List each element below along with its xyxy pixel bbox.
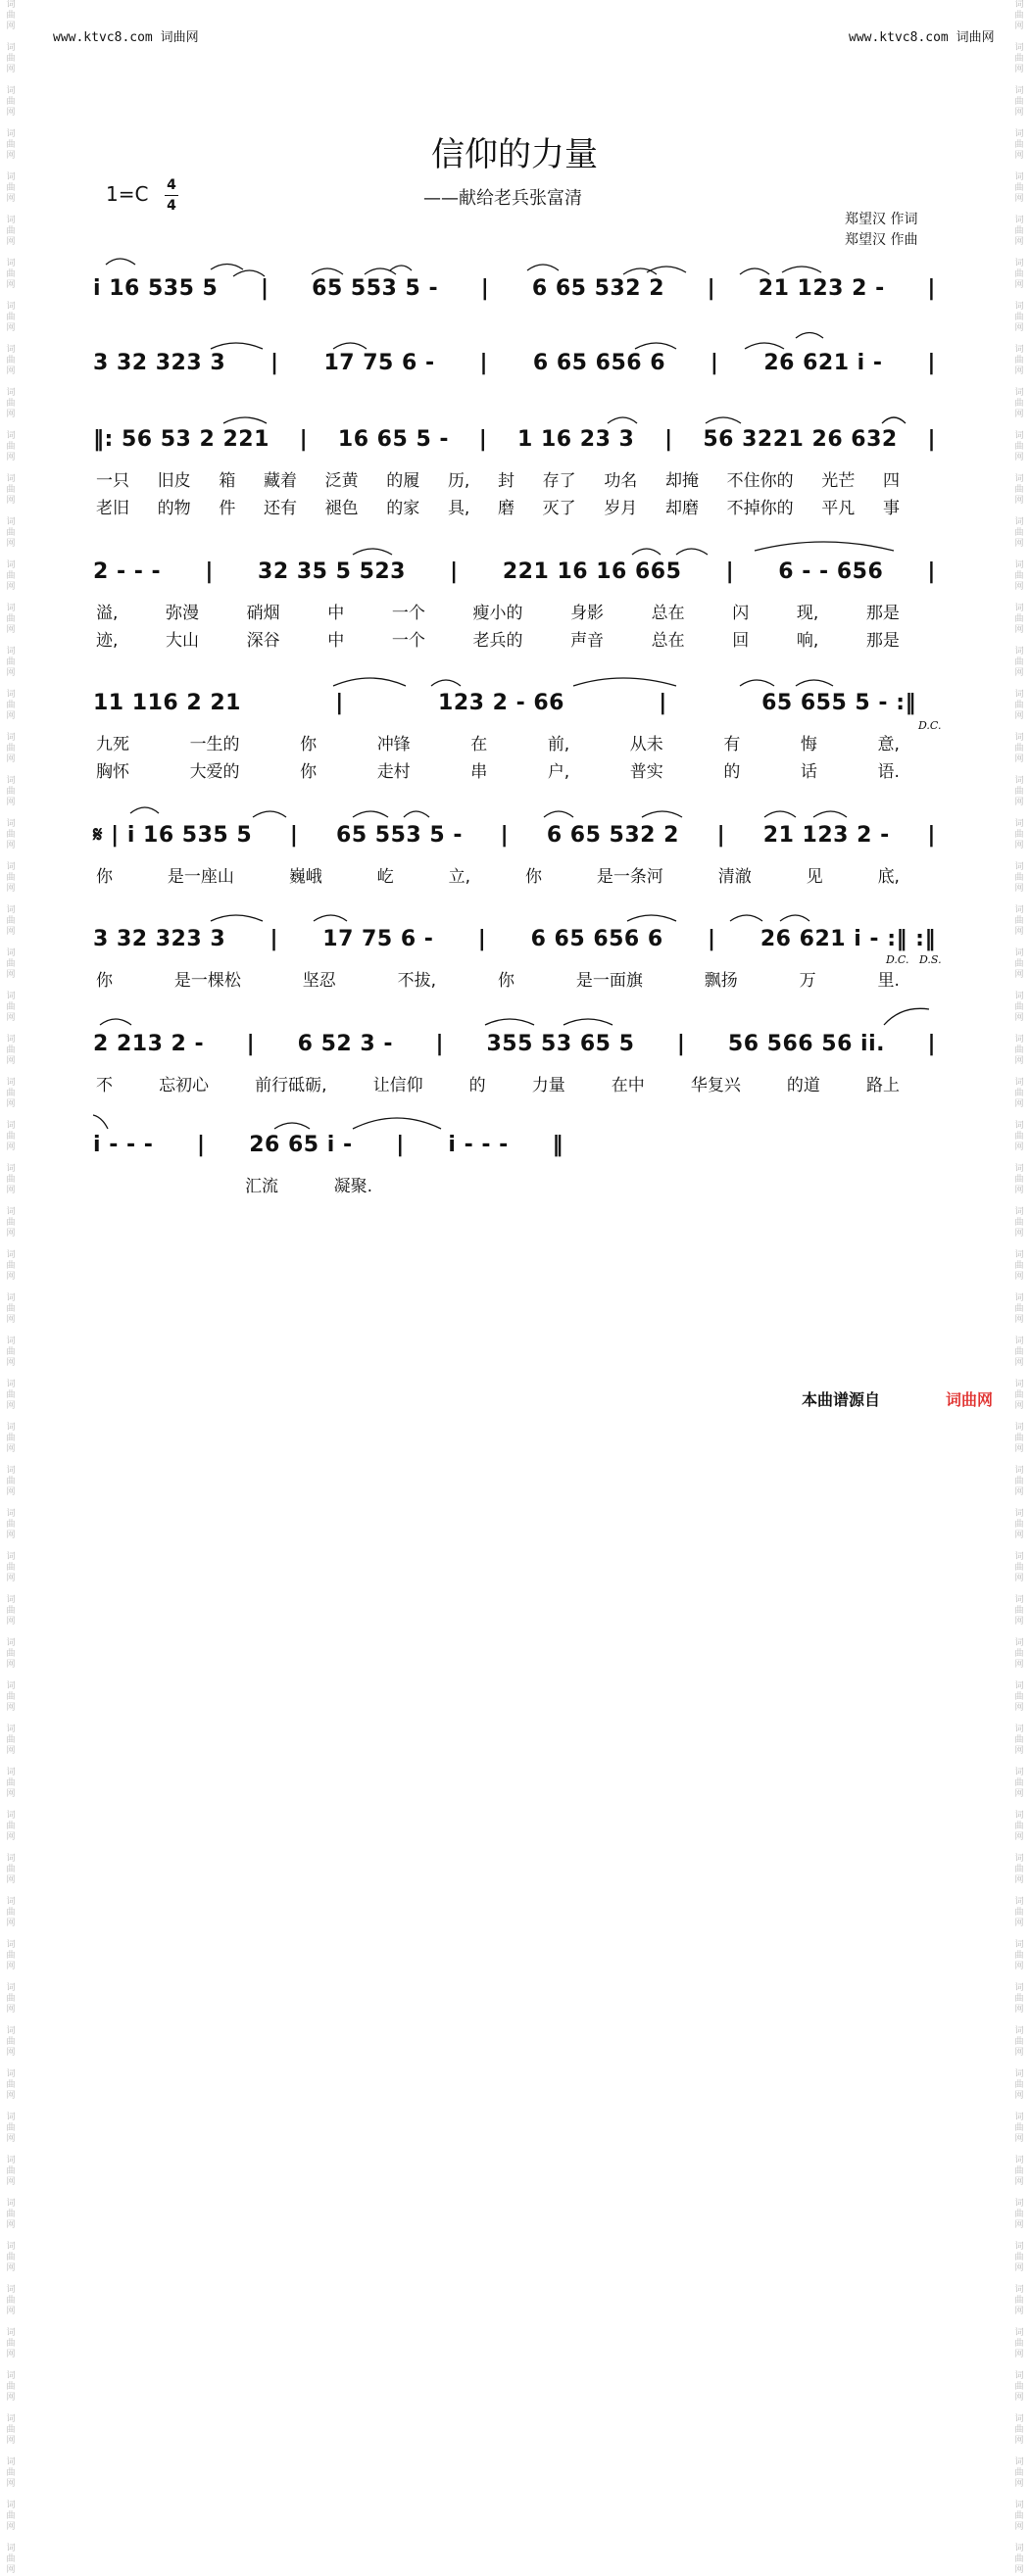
lyric-word: 的物 (157, 499, 191, 518)
measure: 3 32 323 3 (93, 350, 226, 375)
lyric-word: 话 (800, 762, 817, 782)
lyric-word: 迹, (96, 631, 119, 651)
barline: | (707, 275, 716, 301)
lyric-word: 户, (547, 762, 570, 782)
lyric-word: 中 (327, 604, 345, 623)
lyric-word: 悔 (800, 735, 817, 754)
lyric-word: 你 (300, 735, 318, 754)
measure: 2 - - - (93, 559, 162, 584)
lyric-word: 身影 (570, 604, 605, 623)
lyric-word: 光芒 (821, 471, 856, 491)
lyric-word: 前行砥砺, (255, 1076, 327, 1095)
measure: 21 123 2 - (758, 275, 885, 301)
measure: 6 65 532 2 (546, 822, 679, 848)
lyric-word: 一只 (96, 471, 129, 491)
lyric-word: 语. (877, 762, 900, 782)
lyric-word: 力量 (531, 1076, 565, 1095)
lyric-word: 在中 (611, 1076, 645, 1095)
lyric-word: 磨 (498, 499, 514, 518)
measure: 2 213 2 - (93, 1031, 205, 1056)
lyric-word: 泛黄 (324, 471, 359, 491)
lyric-word: 意, (877, 735, 900, 754)
lyric-word: 串 (470, 762, 488, 782)
lyric-word: 总在 (651, 604, 685, 623)
measure: 16 65 5 - (337, 426, 450, 452)
barline: | (260, 275, 270, 301)
lyric-word: 箱 (219, 471, 236, 491)
lyric-word: 功名 (604, 471, 638, 491)
measure: 6 65 656 6 (530, 926, 663, 951)
lyric-word: 底, (877, 867, 900, 887)
measure: i 16 535 5 (93, 275, 219, 301)
time-signature-top: 4 (167, 177, 176, 193)
measure: 6 - - 656 (778, 559, 884, 584)
measure: 𝄋 | i 16 535 5 (93, 822, 253, 848)
barline: | (927, 822, 936, 848)
lyric-word: 的履 (386, 471, 420, 491)
barline: | (716, 822, 726, 848)
lyric-word: 老旧 (96, 499, 129, 518)
measure: 3 32 323 3 (93, 926, 226, 951)
lyric-word: 巍峨 (288, 867, 322, 887)
lyric-word: 中 (327, 631, 345, 651)
measure: 26 621 i - :‖ :‖ (760, 926, 936, 951)
lyric-word: 具, (447, 499, 470, 518)
lyric-word: 胸怀 (96, 762, 129, 782)
lyric-word: 瘦小的 (472, 604, 523, 623)
lyric-word: 褪色 (324, 499, 359, 518)
barline: | (396, 1132, 405, 1157)
lyric-word: 硝烟 (246, 604, 280, 623)
lyric-word: 的 (468, 1076, 486, 1095)
measure: 11 116 2 21 (93, 690, 241, 715)
song-subtitle: ——献给老兵张富清 (423, 188, 582, 209)
lyric-word: 还有 (263, 499, 297, 518)
lyric-word: 弥漫 (166, 604, 200, 623)
measure: 6 52 3 - (297, 1031, 393, 1056)
barline: | (477, 926, 487, 951)
barline: | (246, 1031, 256, 1056)
lyric-word: 你 (524, 867, 542, 887)
lyric-word: 里. (877, 971, 900, 991)
barline: | (927, 275, 936, 301)
lyric-word: 灭了 (542, 499, 576, 518)
footer-site-link[interactable]: 词曲网 (946, 1390, 994, 1409)
lyric-word: 响, (796, 631, 819, 651)
measure: 123 2 - 66 (438, 690, 564, 715)
lyric-word: 历, (447, 471, 470, 491)
time-signature-bottom: 4 (167, 198, 176, 214)
barline: | (664, 426, 673, 452)
barline: | (435, 1031, 444, 1056)
lyric-word: 一个 (391, 631, 425, 651)
measure: 221 16 16 665 (502, 559, 682, 584)
lyric-word: 你 (497, 971, 514, 991)
lyric-word: 有 (723, 735, 741, 754)
lyric-word: 平凡 (821, 499, 856, 518)
barline: | (270, 926, 278, 951)
lyric-word: 那是 (865, 631, 900, 651)
barline: | (270, 350, 279, 375)
barline: ‖ (552, 1132, 564, 1157)
measure: i - - - (93, 1132, 154, 1157)
lyric-word: 的 (723, 762, 741, 782)
lyric-word: 九死 (96, 735, 129, 754)
composer-credit: 郑望汉 作曲 (845, 232, 918, 248)
measure: 56 566 56 ii. (727, 1031, 885, 1056)
measure: 65 553 5 - (336, 822, 463, 848)
lyric-word: 一生的 (189, 735, 240, 754)
measure: 65 655 5 - :‖ (761, 690, 916, 715)
lyric-word: 事 (882, 499, 900, 518)
lyric-word: 你 (96, 971, 113, 991)
barline: | (659, 690, 667, 715)
lyric-word: 见 (806, 867, 823, 887)
measure: 26 65 i - (249, 1132, 353, 1157)
lyric-word: 大山 (166, 631, 200, 651)
lyric-word: 的家 (386, 499, 420, 518)
lyric-word: 凝聚. (333, 1177, 372, 1196)
lyric-word: 不掉你的 (726, 499, 794, 518)
measure: 21 123 2 - (762, 822, 890, 848)
side-watermark-left: 词曲网 词曲网 词曲网 词曲网 词曲网 词曲网 词曲网 词曲网 词曲网 词曲网 词曲网 词曲网 词曲网 词曲网 词曲网 词曲网 词曲网 词曲网 词曲网 词曲网 词曲网 词曲网 词曲网 词曲网 词曲网 词曲网 词曲网 词曲网 词曲网 词曲网 词曲网 词曲网 词曲网 词曲网 词曲网 词曲网 词曲网 词曲网 词曲网 词曲网 词曲网 词曲网 词曲网 词曲网 词曲网 词曲网 词曲网 词曲网 词曲网 词曲网 词曲网 词曲网 词曲网 词曲网 词曲网 词曲网 词曲网 词曲网 词曲网 词曲网 (6, 0, 16, 2575)
lyric-word: 前, (547, 735, 570, 754)
lyric-word: 岁月 (604, 499, 638, 518)
barline: | (927, 559, 936, 584)
lyric-word: 汇流 (245, 1177, 278, 1196)
barline: | (205, 559, 214, 584)
lyric-word: 坚忍 (302, 971, 336, 991)
measure: 17 75 6 - (322, 926, 434, 951)
dc-mark-2: D.C. (886, 953, 909, 966)
measure: 6 65 656 6 (532, 350, 666, 375)
lyric-word: 从未 (629, 735, 663, 754)
ds-mark: D.S. (919, 953, 942, 966)
lyric-word: 旧皮 (157, 471, 191, 491)
lyricist-credit: 郑望汉 作词 (845, 212, 918, 227)
lyric-word: 是一座山 (167, 867, 234, 887)
lyric-word: 却磨 (664, 499, 699, 518)
barline: | (725, 559, 735, 584)
lyric-word: 溢, (96, 604, 119, 623)
lyric-word: 路上 (865, 1076, 900, 1095)
measure: 17 75 6 - (323, 350, 435, 375)
header-watermark-right: www.ktvc8.com 词曲网 (849, 30, 995, 45)
barline: | (500, 822, 510, 848)
lyric-word: 的道 (786, 1076, 820, 1095)
barline: | (927, 350, 936, 375)
lyric-word: 普实 (629, 762, 663, 782)
footer-source-label: 本曲谱源自 (802, 1390, 881, 1409)
lyric-word: 冲锋 (376, 735, 411, 754)
lyric-word: 你 (300, 762, 318, 782)
lyric-word: 却掩 (664, 471, 699, 491)
dc-mark-1: D.C. (918, 719, 942, 732)
lyric-word: 不拔, (397, 971, 437, 991)
barline: | (335, 690, 344, 715)
measure: 1 16 23 3 (517, 426, 635, 452)
barline: | (708, 926, 716, 951)
measure: 65 553 5 - (312, 275, 439, 301)
lyric-word: 不住你的 (726, 471, 794, 491)
lyric-word: 回 (732, 631, 750, 651)
barline: | (927, 1031, 936, 1056)
barline: | (450, 559, 459, 584)
lyric-word: 存了 (542, 471, 576, 491)
barline: | (480, 275, 490, 301)
lyric-word: 走村 (376, 762, 411, 782)
measure: 32 35 5 523 (258, 559, 406, 584)
lyric-word: 老兵的 (472, 631, 523, 651)
lyric-word: 大爱的 (189, 762, 240, 782)
lyric-word: 是一面旗 (575, 971, 643, 991)
lyric-word: 那是 (865, 604, 900, 623)
measure: i - - - (448, 1132, 509, 1157)
lyric-word: 件 (219, 499, 236, 518)
lyric-word: 忘初心 (159, 1076, 210, 1095)
lyric-word: 总在 (651, 631, 685, 651)
barline: | (479, 350, 489, 375)
song-title: 信仰的力量 (431, 135, 598, 174)
lyric-word: 声音 (570, 631, 605, 651)
lyric-word: 万 (799, 971, 816, 991)
barline: | (710, 350, 719, 375)
measure: 56 3221 26 632 (703, 426, 898, 452)
measure: 355 53 65 5 (486, 1031, 635, 1056)
barline: | (676, 1031, 686, 1056)
lyric-word: 封 (498, 471, 514, 491)
header-watermark-left: www.ktvc8.com 词曲网 (53, 30, 199, 45)
lyric-word: 华复兴 (690, 1076, 741, 1095)
lyric-word: 屹 (376, 867, 394, 887)
barline: | (299, 426, 309, 452)
lyric-word: 在 (470, 735, 488, 754)
measure: ‖: 56 53 2 221 (93, 426, 270, 452)
lyric-word: 是一棵松 (173, 971, 241, 991)
lyric-word: 闪 (732, 604, 750, 623)
lyric-word: 清澈 (717, 867, 752, 887)
lyric-word: 让信仰 (372, 1076, 423, 1095)
lyric-word: 不 (96, 1076, 113, 1095)
measure: 6 65 532 2 (531, 275, 665, 301)
lyric-word: 藏着 (263, 471, 297, 491)
lyric-word: 现, (796, 604, 819, 623)
measure: 26 621 i - (763, 350, 883, 375)
lyric-word: 四 (882, 471, 900, 491)
lyric-word: 飘扬 (704, 971, 738, 991)
barline: | (197, 1132, 206, 1157)
lyric-word: 你 (96, 867, 113, 887)
lyric-word: 一个 (391, 604, 425, 623)
barline: | (927, 426, 936, 452)
side-watermark-right: 词曲网 词曲网 词曲网 词曲网 词曲网 词曲网 词曲网 词曲网 词曲网 词曲网 词曲网 词曲网 词曲网 词曲网 词曲网 词曲网 词曲网 词曲网 词曲网 词曲网 词曲网 词曲网 词曲网 词曲网 词曲网 词曲网 词曲网 词曲网 词曲网 词曲网 词曲网 词曲网 词曲网 词曲网 词曲网 词曲网 词曲网 词曲网 词曲网 词曲网 词曲网 词曲网 词曲网 词曲网 词曲网 词曲网 词曲网 词曲网 词曲网 词曲网 词曲网 词曲网 词曲网 词曲网 词曲网 词曲网 词曲网 词曲网 词曲网 词曲网 (1014, 0, 1024, 2575)
lyric-word: 立, (448, 867, 471, 887)
lyric-word: 深谷 (246, 631, 280, 651)
barline: | (478, 426, 488, 452)
lyric-word: 是一条河 (596, 867, 663, 887)
barline: | (289, 822, 299, 848)
key-signature: 1=C (106, 182, 149, 206)
